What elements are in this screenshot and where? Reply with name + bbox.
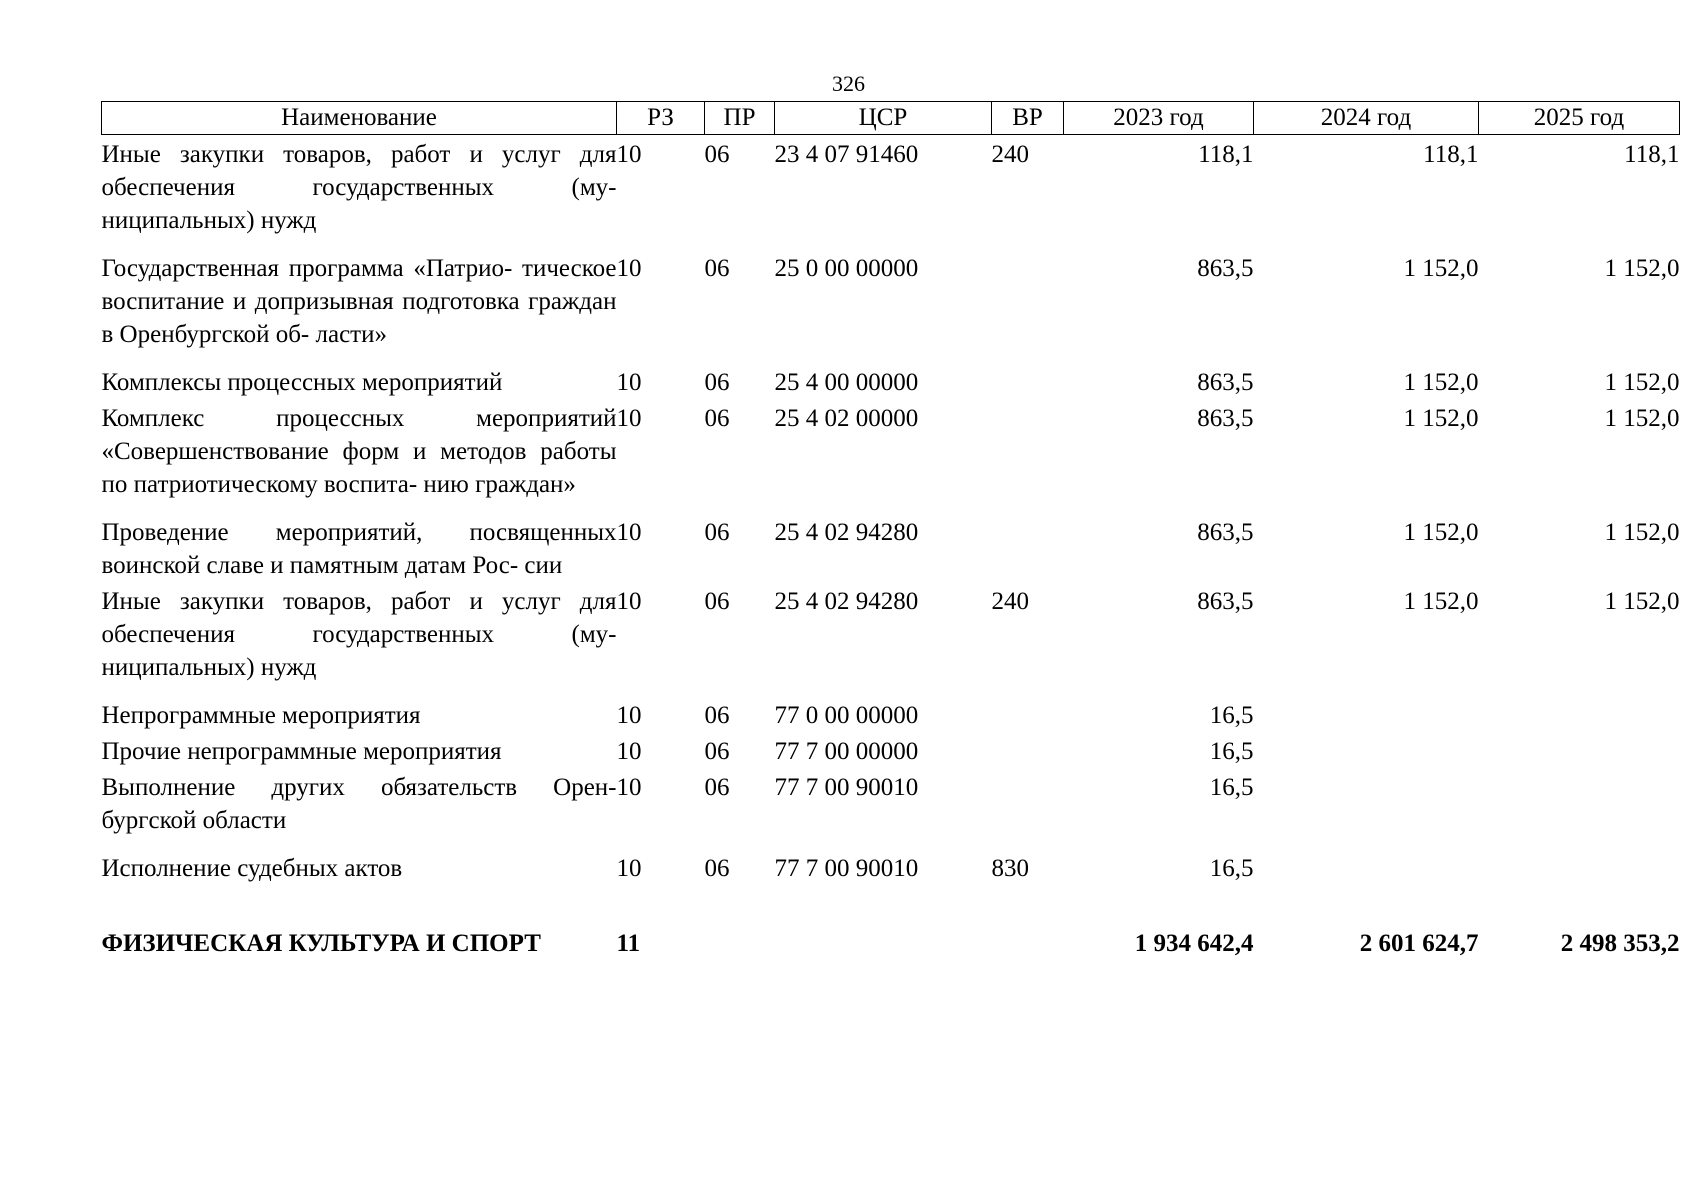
row-2024	[1254, 768, 1479, 849]
table-row	[102, 696, 1680, 732]
row-csr: 25 4 02 94280	[774, 588, 919, 615]
header-2025: 2025 год	[1479, 102, 1680, 135]
row-name: Иные закупки товаров, работ и услуг для обеспечения государственных (му- ниципальных) нужд	[101, 141, 617, 234]
row-2024: 1 152,0	[1403, 369, 1479, 396]
budget-table	[101, 101, 1680, 960]
row-2025: 2 498 353,2	[1560, 930, 1680, 957]
row-name: Государственная программа «Патрио- тическое воспитание и допризывная подготовка граждан в Оренбургской об- ласти»	[101, 255, 617, 348]
row-vr	[992, 513, 1064, 582]
row-rz: 11	[616, 930, 641, 957]
row-pr: 06	[704, 774, 730, 801]
header-csr: ЦСР	[775, 102, 992, 135]
row-2025: 1 152,0	[1604, 369, 1680, 396]
row-pr: 06	[704, 588, 730, 615]
row-pr: 06	[704, 369, 730, 396]
row-rz: 10	[616, 369, 642, 396]
row-2025	[1479, 768, 1680, 849]
row-name: ФИЗИЧЕСКАЯ КУЛЬТУРА И СПОРТ	[101, 930, 541, 957]
row-2025	[1479, 696, 1680, 732]
row-name: Комплексы процессных мероприятий	[101, 369, 503, 396]
row-csr: 77 7 00 90010	[774, 855, 919, 882]
row-pr: 06	[704, 855, 730, 882]
row-2025	[1479, 732, 1680, 768]
header-row	[102, 102, 1680, 135]
row-vr: 240	[991, 588, 1029, 615]
row-2024	[1254, 732, 1479, 768]
row-rz: 10	[616, 738, 642, 765]
row-2025: 1 152,0	[1604, 255, 1680, 282]
row-vr	[992, 249, 1064, 363]
row-vr: 830	[991, 855, 1029, 882]
row-rz: 10	[616, 702, 642, 729]
row-name: Комплекс процессных мероприятий «Совершенствование форм и методов работы по патриотическому воспита- нию граждан»	[101, 405, 617, 498]
row-pr: 06	[704, 519, 730, 546]
row-name: Непрограммные мероприятия	[101, 702, 421, 729]
row-pr: 06	[704, 702, 730, 729]
row-rz: 10	[616, 855, 642, 882]
row-vr	[992, 399, 1064, 513]
table-row	[102, 768, 1680, 849]
row-csr: 25 4 02 94280	[774, 519, 919, 546]
row-2024: 2 601 624,7	[1359, 930, 1479, 957]
row-pr: 06	[704, 141, 730, 168]
row-csr: 25 4 02 00000	[774, 405, 919, 432]
row-csr: 77 0 00 00000	[774, 702, 919, 729]
row-2024: 1 152,0	[1403, 588, 1479, 615]
row-rz: 10	[616, 774, 642, 801]
row-2023: 16,5	[1209, 774, 1254, 801]
row-rz: 10	[616, 255, 642, 282]
row-2025: 1 152,0	[1604, 588, 1680, 615]
row-vr	[992, 732, 1064, 768]
row-pr: 06	[704, 738, 730, 765]
row-rz: 10	[616, 519, 642, 546]
row-rz: 10	[616, 405, 642, 432]
row-2025: 118,1	[1624, 141, 1680, 168]
table-header	[102, 102, 1680, 135]
row-csr	[775, 885, 992, 960]
row-name: Иные закупки товаров, работ и услуг для обеспечения государственных (му- ниципальных) нужд	[101, 588, 617, 681]
row-2024: 1 152,0	[1403, 255, 1479, 282]
header-rz: РЗ	[617, 102, 705, 135]
row-vr	[992, 885, 1064, 960]
table-row	[102, 135, 1680, 250]
row-csr: 23 4 07 91460	[774, 141, 919, 168]
row-2023: 16,5	[1209, 702, 1254, 729]
row-csr: 77 7 00 90010	[774, 774, 919, 801]
row-name: Прочие непрограммные мероприятия	[101, 738, 502, 765]
header-pr: ПР	[705, 102, 775, 135]
row-name: Выполнение других обязательств Орен- бургской области	[101, 774, 617, 834]
row-pr	[705, 885, 775, 960]
row-2025: 1 152,0	[1604, 519, 1680, 546]
row-2025	[1479, 849, 1680, 885]
row-vr	[992, 363, 1064, 399]
row-2023: 863,5	[1197, 519, 1254, 546]
row-2024: 118,1	[1423, 141, 1479, 168]
row-2023: 118,1	[1198, 141, 1254, 168]
row-pr: 06	[704, 255, 730, 282]
row-csr: 77 7 00 00000	[774, 738, 919, 765]
row-pr: 06	[704, 405, 730, 432]
table-row	[102, 363, 1680, 399]
row-2025: 1 152,0	[1604, 405, 1680, 432]
row-rz: 10	[616, 588, 642, 615]
table-body	[102, 135, 1680, 961]
table-row	[102, 582, 1680, 696]
row-2024: 1 152,0	[1403, 519, 1479, 546]
table-row	[102, 849, 1680, 885]
row-2023: 863,5	[1197, 588, 1254, 615]
table-row	[102, 513, 1680, 582]
row-csr: 25 4 00 00000	[774, 369, 919, 396]
row-2023: 863,5	[1197, 369, 1254, 396]
row-2023: 16,5	[1209, 855, 1254, 882]
row-csr: 25 0 00 00000	[774, 255, 919, 282]
table-row	[102, 249, 1680, 363]
header-vr: ВР	[992, 102, 1064, 135]
row-vr	[992, 768, 1064, 849]
row-2024: 1 152,0	[1403, 405, 1479, 432]
table-row	[102, 399, 1680, 513]
table-row	[102, 732, 1680, 768]
row-vr: 240	[991, 141, 1029, 168]
row-2024	[1254, 696, 1479, 732]
row-name: Исполнение судебных актов	[101, 855, 403, 882]
row-2023: 1 934 642,4	[1134, 930, 1254, 957]
row-name: Проведение мероприятий, посвященных воинской славе и памятным датам Рос- сии	[101, 519, 617, 579]
row-2024	[1254, 849, 1479, 885]
row-rz: 10	[616, 141, 642, 168]
row-2023: 16,5	[1209, 738, 1254, 765]
row-2023: 863,5	[1197, 255, 1254, 282]
header-name: Наименование	[102, 102, 617, 135]
row-vr	[992, 696, 1064, 732]
table-row-section-total	[102, 885, 1680, 960]
header-2024: 2024 год	[1254, 102, 1479, 135]
header-2023: 2023 год	[1064, 102, 1254, 135]
row-2023: 863,5	[1197, 405, 1254, 432]
page-number: 326	[832, 71, 865, 96]
